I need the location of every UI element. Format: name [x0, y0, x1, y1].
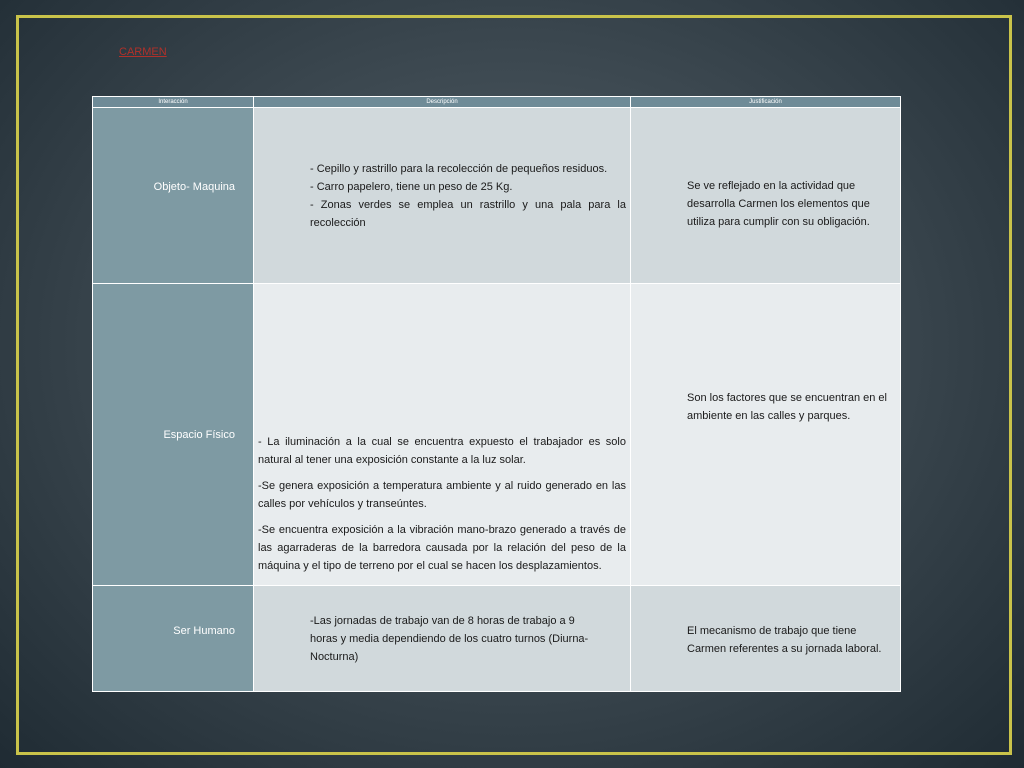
interaction-label: Ser Humano	[173, 625, 235, 637]
description-item: - Carro papelero, tiene un peso de 25 Kg.	[310, 180, 513, 193]
header-interaccion: Interacción	[93, 97, 254, 108]
justification-text: Se ve reflejado en la actividad que desarrolla Carmen los elementos que utiliza para cumplir con su obligación.	[687, 180, 870, 228]
header-justificacion: Justificación	[631, 97, 901, 108]
description-cell	[254, 586, 631, 692]
justification-cell	[631, 586, 901, 692]
header-descripcion: Descripción	[254, 97, 631, 108]
table-row	[93, 108, 901, 284]
justification-text: El mecanismo de trabajo que tiene Carmen referentes a su jornada laboral.	[687, 625, 882, 655]
slide-title: CARMEN	[119, 46, 167, 58]
table-row	[93, 586, 901, 692]
justification-cell	[631, 284, 901, 586]
description-item: -Se encuentra exposición a la vibración mano-brazo generado a través de las agarraderas de la barredora causada por la relación del peso de la máquina y el tipo de terreno por el cual se hacen los desplazamientos.	[258, 524, 626, 572]
interaction-cell	[93, 284, 254, 586]
description-item: - La iluminación a la cual se encuentra expuesto el trabajador es solo natural al tener una exposición constante a la luz solar.	[258, 436, 626, 466]
description-item: -Las jornadas de trabajo van de 8 horas de trabajo a 9 horas y media dependiendo de los cuatro turnos (Diurna-Nocturna)	[310, 614, 589, 663]
justification-text: Son los factores que se encuentran en el ambiente en las calles y parques.	[687, 392, 887, 422]
interaction-label: Espacio Físico	[163, 428, 235, 441]
description-item: -Se genera exposición a temperatura ambiente y al ruido generado en las calles por vehículos y transeúntes.	[258, 480, 626, 510]
description-cell	[254, 108, 631, 284]
table-row	[93, 284, 901, 586]
table-header-row	[93, 97, 901, 108]
interaction-table	[92, 96, 901, 692]
description-item: - Zonas verdes se emplea un rastrillo y una pala para la recolección	[310, 198, 626, 229]
interaction-cell	[93, 108, 254, 284]
interaction-label: Objeto- Maquina	[153, 181, 235, 193]
interaction-cell	[93, 586, 254, 692]
description-cell	[254, 284, 631, 586]
justification-cell	[631, 108, 901, 284]
description-item: - Cepillo y rastrillo para la recolección de pequeños residuos.	[310, 162, 608, 175]
